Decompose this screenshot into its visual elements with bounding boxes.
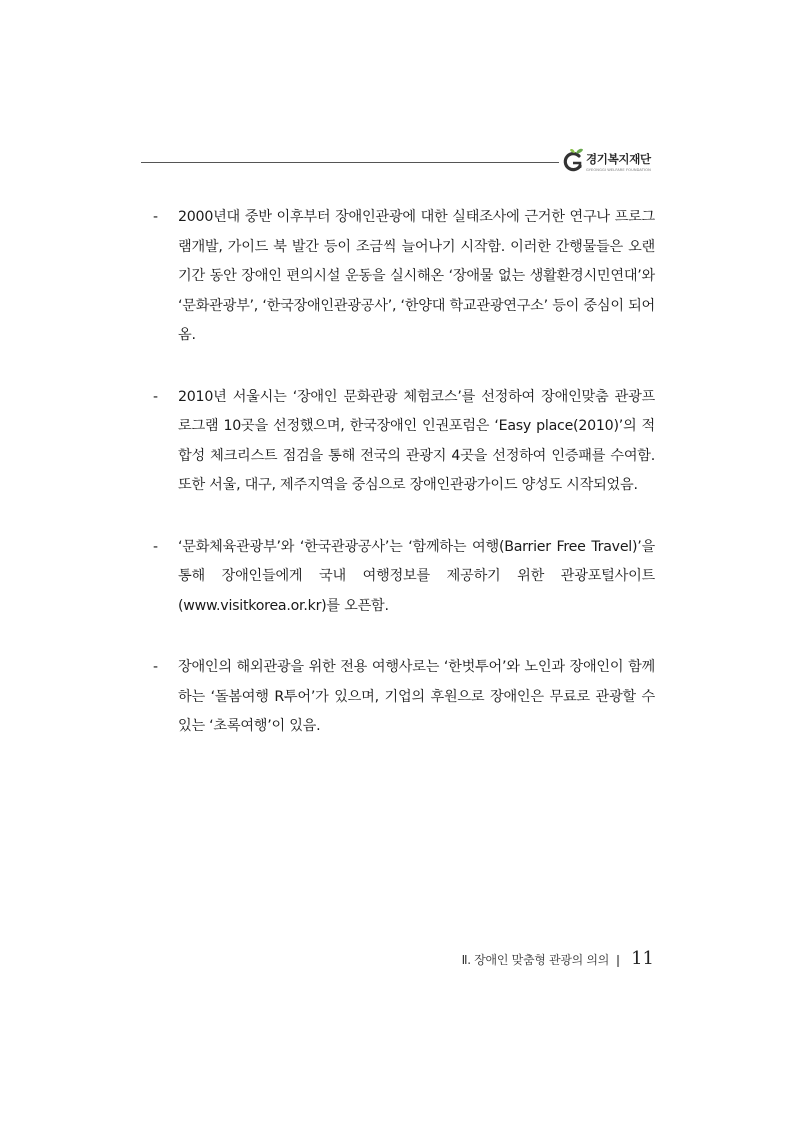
list-item — [153, 653, 655, 742]
page-footer — [462, 948, 654, 978]
list-item-text: 2000년대 중반 이후부터 장애인관광에 대한 실태조사에 근거한 연구나 프로그램개발, 가이드 북 발간 등이 조금씩 늘어나기 시작함. 이러한 간행물들은 오랜 기간 동안 장애인 편의시설 운동을 실시해온 ‘장애물 없는 생활환경시민연대’와 ‘문화관광부’, ‘한국장애인관광공사’, ‘한양대 학교관광연구소’ 등이 중심이 되어 옴. — [178, 209, 655, 343]
list-item-text: 장애인의 해외관광을 위한 전용 여행사로는 ‘한벗투어’와 노인과 장애인이 함께 하는 ‘돌봄여행 R투어’가 있으며, 기업의 후원으로 장애인은 무료로 관광할 수 있는 ‘초록여행’이 있음. — [178, 659, 655, 734]
foundation-logo-icon — [562, 147, 584, 177]
list-item-text: 2010년 서울시는 ‘장애인 문화관광 체험코스’를 선정하여 장애인맞춤 관광프로그램 10곳을 선정했으며, 한국장애인 인권포럼은 ‘Easy place(2010)’의 적합성 체크리스트 점검을 통해 전국의 관광지 4곳을 선정하여 인증패를 수여함. 또한 서울, 대구, 제주지역을 중심으로 장애인관광가이드 양성도 시작되었음. — [178, 388, 655, 493]
header-rule — [141, 162, 559, 163]
logo-text: 경기복지재단 — [586, 152, 651, 166]
list-item-marker: - — [153, 388, 159, 405]
footer-separator: ❙ — [613, 953, 624, 967]
page-number: 11 — [631, 948, 654, 969]
list-item — [153, 203, 655, 351]
list-item-marker: - — [153, 659, 159, 675]
list-item — [153, 533, 655, 622]
document-body — [153, 203, 655, 742]
logo-subtext: GYEONGGI WELFARE FOUNDATION — [586, 168, 651, 172]
chapter-title: Ⅱ. 장애인 맞춤형 관광의 의의 — [461, 953, 610, 967]
list-item-marker: - — [153, 209, 159, 225]
list-item-text: ‘문화체육관광부’와 ‘한국관광공사’는 ‘함께하는 여행(Barrier Free Travel)’을 통해 장애인들에게 국내 여행정보를 제공하기 위한 관광포털사이트(www.visitkorea.or.kr)를 오픈함. — [178, 538, 655, 614]
list-item — [153, 383, 655, 501]
list-item-marker: - — [153, 538, 159, 555]
foundation-logo — [562, 147, 662, 177]
